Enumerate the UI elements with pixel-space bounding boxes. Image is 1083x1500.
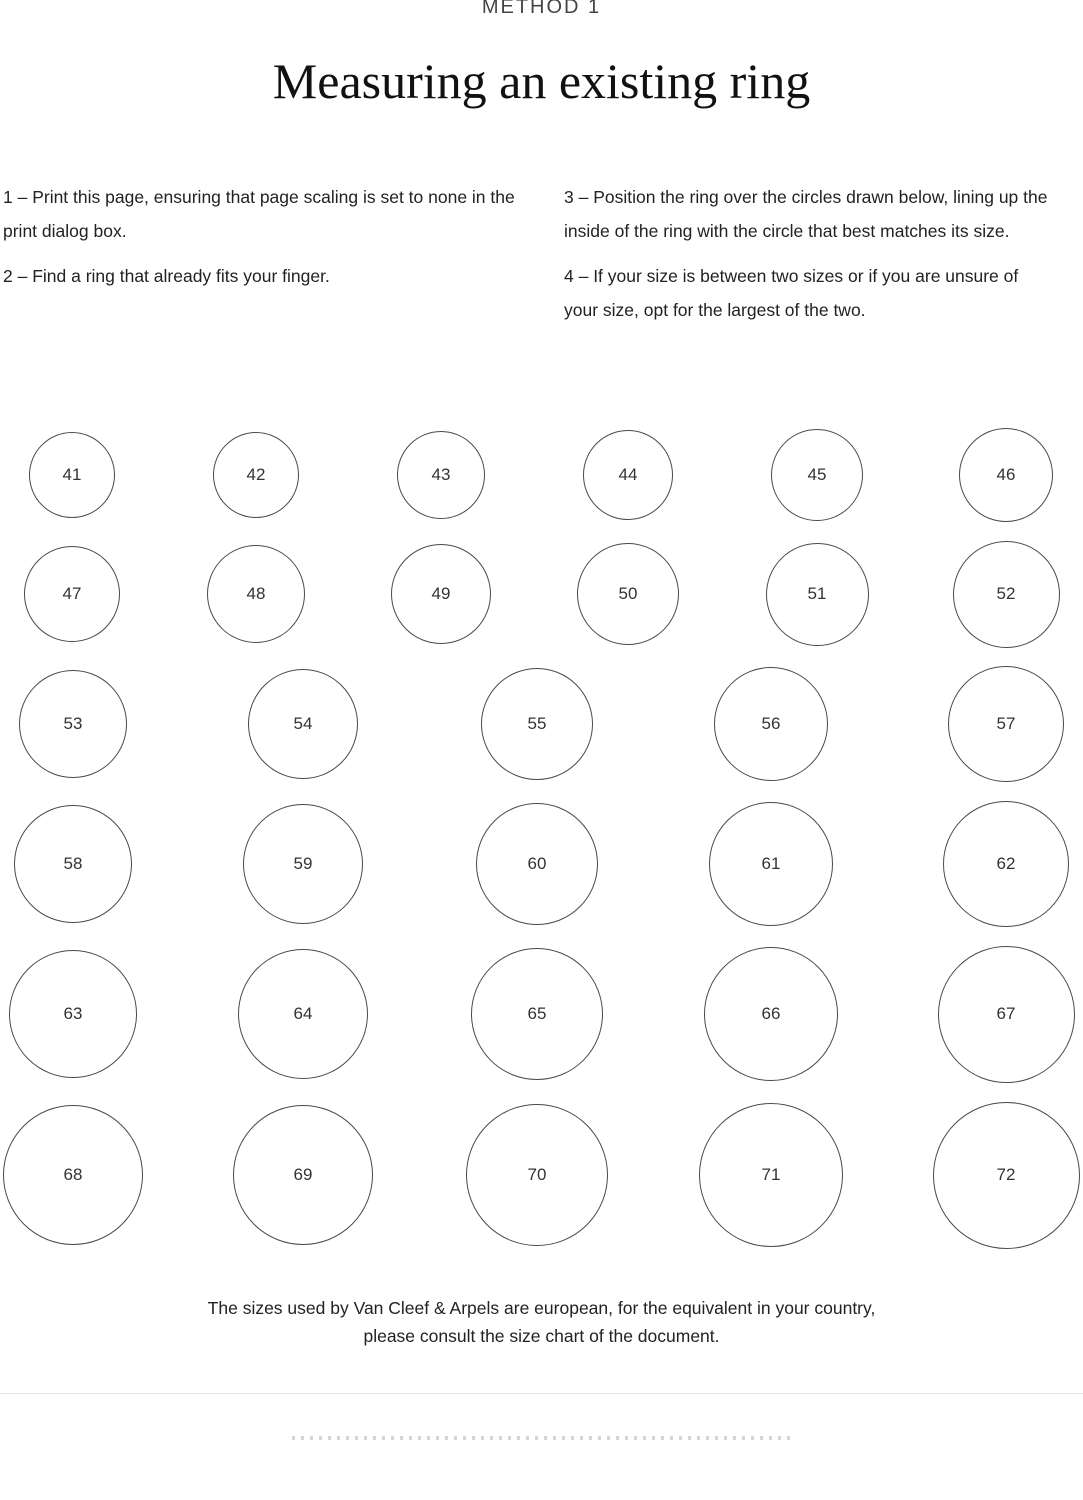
footnote-line-2: please consult the size chart of the document. bbox=[363, 1326, 720, 1346]
ring-size-58: 58 bbox=[14, 805, 132, 923]
ring-size-44: 44 bbox=[583, 430, 673, 520]
ring-size-68: 68 bbox=[3, 1105, 143, 1245]
instructions-left-column bbox=[3, 180, 523, 304]
footnote-line-1: The sizes used by Van Cleef & Arpels are european, for the equivalent in your country, bbox=[207, 1298, 876, 1318]
ring-size-59: 59 bbox=[243, 804, 363, 924]
ring-size-69: 69 bbox=[233, 1105, 373, 1245]
footer-divider bbox=[0, 1393, 1083, 1394]
ring-size-57: 57 bbox=[948, 666, 1064, 782]
page-title: Measuring an existing ring bbox=[272, 53, 811, 109]
ring-size-42: 42 bbox=[213, 432, 299, 518]
ring-size-50: 50 bbox=[577, 543, 679, 645]
sizing-footnote bbox=[0, 1294, 1083, 1350]
ring-size-70: 70 bbox=[466, 1104, 608, 1246]
ring-size-53: 53 bbox=[19, 670, 127, 778]
ring-size-54: 54 bbox=[248, 669, 358, 779]
ring-size-51: 51 bbox=[766, 543, 869, 646]
ring-size-55: 55 bbox=[481, 668, 593, 780]
ring-size-52: 52 bbox=[953, 541, 1060, 648]
ring-size-62: 62 bbox=[943, 801, 1069, 927]
ring-size-41: 41 bbox=[29, 432, 115, 518]
ring-size-49: 49 bbox=[391, 544, 491, 644]
ring-size-47: 47 bbox=[24, 546, 120, 642]
ring-size-56: 56 bbox=[714, 667, 828, 781]
instruction-step-4: 4 – If your size is between two sizes or if you are unsure of your size, opt for the largest of the two. bbox=[564, 266, 1019, 320]
instruction-step-2: 2 – Find a ring that already fits your finger. bbox=[3, 266, 330, 286]
ring-size-66: 66 bbox=[704, 947, 838, 1081]
ring-size-48: 48 bbox=[207, 545, 305, 643]
ring-size-45: 45 bbox=[771, 429, 863, 521]
cutoff-footer-text bbox=[0, 1436, 1083, 1440]
ring-size-67: 67 bbox=[938, 946, 1075, 1083]
instruction-step-3: 3 – Position the ring over the circles drawn below, lining up the inside of the ring with the circle that best matches its size. bbox=[564, 187, 1048, 241]
method-label: METHOD 1 bbox=[481, 0, 602, 18]
instruction-step-1: 1 – Print this page, ensuring that page scaling is set to none in the print dialog box. bbox=[3, 187, 515, 241]
ring-size-60: 60 bbox=[476, 803, 598, 925]
ring-size-72: 72 bbox=[933, 1102, 1080, 1249]
ring-size-61: 61 bbox=[709, 802, 833, 926]
ring-size-46: 46 bbox=[959, 428, 1053, 522]
ring-size-71: 71 bbox=[699, 1103, 843, 1247]
ring-size-43: 43 bbox=[397, 431, 485, 519]
ring-size-65: 65 bbox=[471, 948, 603, 1080]
ring-size-64: 64 bbox=[238, 949, 368, 1079]
instructions-right-column bbox=[564, 180, 1054, 338]
ring-size-63: 63 bbox=[9, 950, 137, 1078]
